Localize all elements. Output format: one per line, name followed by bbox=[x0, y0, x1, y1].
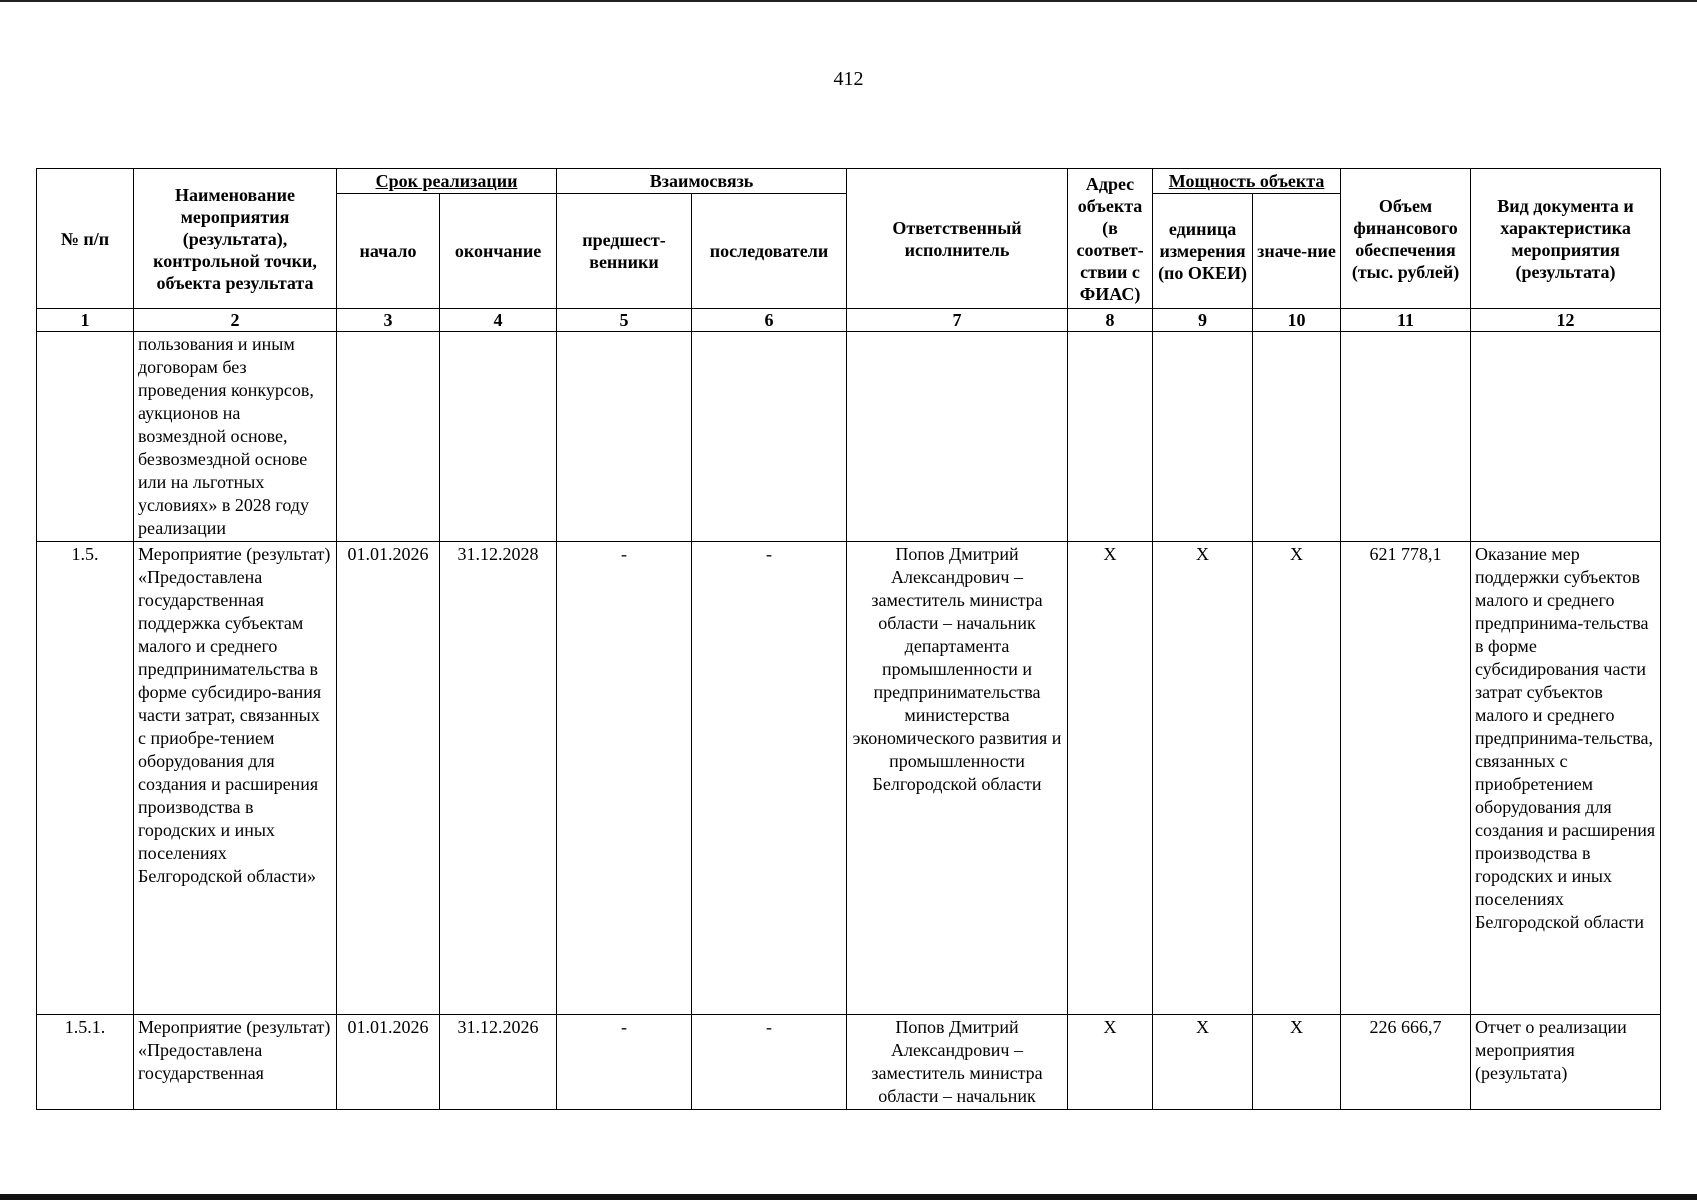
cell-succ bbox=[692, 332, 847, 542]
header-end: окончание bbox=[440, 194, 557, 309]
header-value: значе-ние bbox=[1253, 194, 1341, 309]
header-responsible: Ответственный исполнитель bbox=[847, 169, 1068, 309]
top-border-line bbox=[0, 0, 1697, 2]
header-start: начало bbox=[337, 194, 440, 309]
cell-doc: Отчет о реализации мероприятия (результата) bbox=[1471, 1015, 1661, 1110]
header-period bbox=[337, 169, 557, 194]
col-number: 9 bbox=[1153, 309, 1253, 332]
col-number: 10 bbox=[1253, 309, 1341, 332]
cell-name: Мероприятие (результат) «Предоставлена государственная поддержка субъектам малого и среднего предпринимательства в форме субсидиро-вания части затрат, связанных с приобре-тением оборудования для создания и расширения производства в городских и иных поселениях Белгородской области» bbox=[134, 542, 337, 1015]
col-number: 2 bbox=[134, 309, 337, 332]
col-number: 11 bbox=[1341, 309, 1471, 332]
cell-finance: 621 778,1 bbox=[1341, 542, 1471, 1015]
table-row bbox=[37, 542, 1661, 1015]
cell-start bbox=[337, 332, 440, 542]
header-finance: Объем финансового обеспечения (тыс. рублей) bbox=[1341, 169, 1471, 309]
header-capacity bbox=[1153, 169, 1341, 194]
header-address: Адрес объекта (в соответ-ствии с ФИАС) bbox=[1068, 169, 1153, 309]
col-number: 7 bbox=[847, 309, 1068, 332]
header-unit: единица измерения (по ОКЕИ) bbox=[1153, 194, 1253, 309]
cell-address bbox=[1068, 332, 1153, 542]
table-row bbox=[37, 1015, 1661, 1110]
cell-num: 1.5.1. bbox=[37, 1015, 134, 1110]
col-number: 1 bbox=[37, 309, 134, 332]
cell-value bbox=[1253, 332, 1341, 542]
col-number: 12 bbox=[1471, 309, 1661, 332]
cell-pred: - bbox=[557, 542, 692, 1015]
header-period-label: Срок реализации bbox=[375, 171, 518, 191]
cell-num: 1.5. bbox=[37, 542, 134, 1015]
cell-pred bbox=[557, 332, 692, 542]
page-number: 412 bbox=[833, 68, 864, 90]
cell-num bbox=[37, 332, 134, 542]
col-number: 6 bbox=[692, 309, 847, 332]
cell-doc: Оказание мер поддержки субъектов малого и среднего предпринима-тельства в форме субсидирования части затрат субъектов малого и среднего предпринима-тельства, связанных с приобретением оборудования для создания и расширения производства в городских и иных поселениях Белгородской области bbox=[1471, 542, 1661, 1015]
cell-pred: - bbox=[557, 1015, 692, 1110]
cell-unit: X bbox=[1153, 1015, 1253, 1110]
col-number: 8 bbox=[1068, 309, 1153, 332]
cell-unit bbox=[1153, 332, 1253, 542]
cell-address: X bbox=[1068, 542, 1153, 1015]
header-doc-type: Вид документа и характеристика мероприятия (результата) bbox=[1471, 169, 1661, 309]
cell-responsible bbox=[847, 332, 1068, 542]
cell-doc bbox=[1471, 332, 1661, 542]
header-name: Наименование мероприятия (результата), контрольной точки, объекта результата bbox=[134, 169, 337, 309]
cell-finance: 226 666,7 bbox=[1341, 1015, 1471, 1110]
cell-value: X bbox=[1253, 542, 1341, 1015]
cell-start: 01.01.2026 bbox=[337, 542, 440, 1015]
project-plan-table bbox=[36, 168, 1661, 1110]
cell-responsible: Попов Дмитрий Александрович – заместитель министра области – начальник департамента промышленности и предпринимательства министерства экономического развития и промышленности Белгородской области bbox=[847, 542, 1068, 1015]
cell-unit: X bbox=[1153, 542, 1253, 1015]
cell-address: X bbox=[1068, 1015, 1153, 1110]
cell-finance bbox=[1341, 332, 1471, 542]
header-capacity-label: Мощность объекта bbox=[1168, 171, 1325, 191]
cell-end bbox=[440, 332, 557, 542]
cell-name: Мероприятие (результат) «Предоставлена государственная bbox=[134, 1015, 337, 1110]
cell-succ: - bbox=[692, 1015, 847, 1110]
header-successors: последователи bbox=[692, 194, 847, 309]
col-number: 3 bbox=[337, 309, 440, 332]
cell-end: 31.12.2026 bbox=[440, 1015, 557, 1110]
cell-responsible: Попов Дмитрий Александрович – заместитель министра области – начальник bbox=[847, 1015, 1068, 1110]
col-number: 5 bbox=[557, 309, 692, 332]
cell-end: 31.12.2028 bbox=[440, 542, 557, 1015]
bottom-border-line bbox=[0, 1194, 1697, 1200]
cell-value: X bbox=[1253, 1015, 1341, 1110]
col-number: 4 bbox=[440, 309, 557, 332]
header-relation: Взаимосвязь bbox=[557, 169, 847, 194]
table-row bbox=[37, 332, 1661, 542]
header-num: № п/п bbox=[37, 169, 134, 309]
cell-succ: - bbox=[692, 542, 847, 1015]
cell-name: пользования и иным договорам без проведения конкурсов, аукционов на возмездной основе, безвозмездной основе или на льготных условиях» в 2028 году реализации bbox=[134, 332, 337, 542]
header-predecessors: предшест-венники bbox=[557, 194, 692, 309]
cell-start: 01.01.2026 bbox=[337, 1015, 440, 1110]
